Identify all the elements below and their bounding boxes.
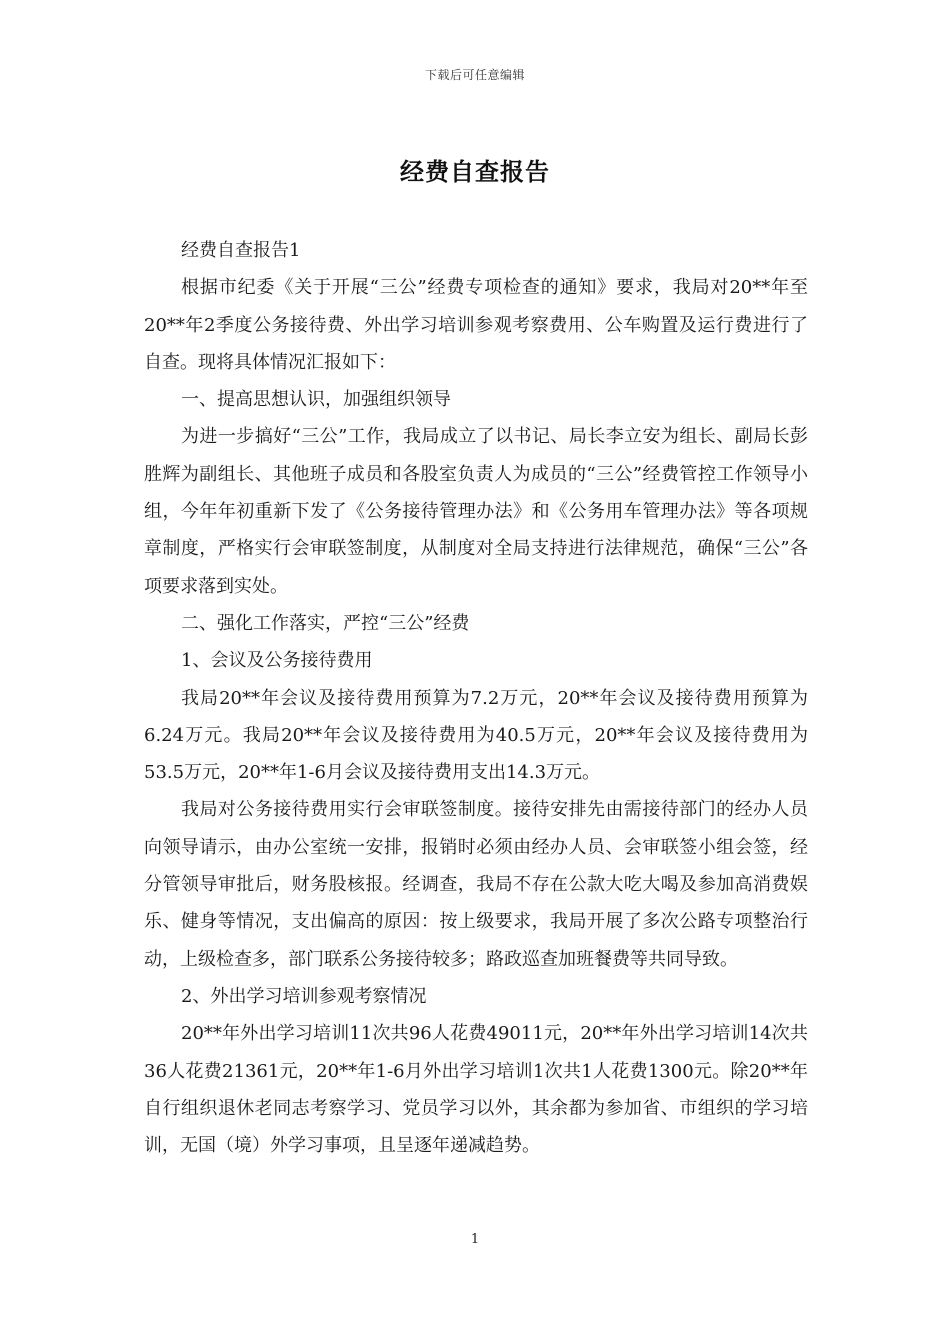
section-heading: 一、提高思想认识，加强组织领导 xyxy=(181,389,451,411)
subsection-heading: 1、会议及公务接待费用 xyxy=(181,650,373,672)
document-body xyxy=(144,232,808,1164)
paragraph: 20**年外出学习培训11次共96人花费49011元，20**年外出学习培训14次共36人花费21361元，20**年1-6月外出学习培训1次共1人花费1300元。除20**年自行组织退休老同志考察学习、党员学习以外，其余都为参加省、市组织的学习培训，无国（境）外学习事项，且呈逐年递减趋势。 xyxy=(144,1023,808,1157)
paragraph: 我局20**年会议及接待费用预算为7.2万元，20**年会议及接待费用预算为6.24万元。我局20**年会议及接待费用为40.5万元，20**年会议及接待费用为53.5万元，20**年1-6月会议及接待费用支出14.3万元。 xyxy=(144,687,808,784)
paragraph: 为进一步搞好“三公”工作，我局成立了以书记、局长李立安为组长、副局长彭胜辉为副组长、其他班子成员和各股室负责人为成员的“三公”经费管控工作领导小组，今年年初重新下发了《公务接待管理办法》和《公务用车管理办法》等各项规章制度，严格实行会审联签制度，从制度对全局支持进行法律规范，确保“三公”各项要求落到实处。 xyxy=(144,426,808,597)
paragraph: 根据市纪委《关于开展“三公”经费专项检查的通知》要求，我局对20**年至20**年2季度公务接待费、外出学习培训参观考察费用、公车购置及运行费进行了自查。现将具体情况汇报如下： xyxy=(144,277,808,373)
section-heading: 二、强化工作落实，严控“三公”经费 xyxy=(181,612,470,634)
paragraph: 我局对公务接待费用实行会审联签制度。接待安排先由需接待部门的经办人员向领导请示，由办公室统一安排，报销时必须由经办人员、会审联签小组会签，经分管领导审批后，财务股核报。经调查，我局不存在公款大吃大喝及参加高消费娱乐、健身等情况，支出偏高的原因：按上级要求，我局开展了多次公路专项整治行动，上级检查多，部门联系公务接待较多；路政巡查加班餐费等共同导致。 xyxy=(144,799,808,970)
page-title: 经费自查报告 xyxy=(400,158,550,186)
paragraph-subtitle: 经费自查报告1 xyxy=(181,240,301,261)
header-note: 下载后可任意编辑 xyxy=(424,68,525,82)
subsection-heading: 2、外出学习培训参观考察情况 xyxy=(181,985,427,1007)
page-number: 1 xyxy=(470,1232,480,1247)
